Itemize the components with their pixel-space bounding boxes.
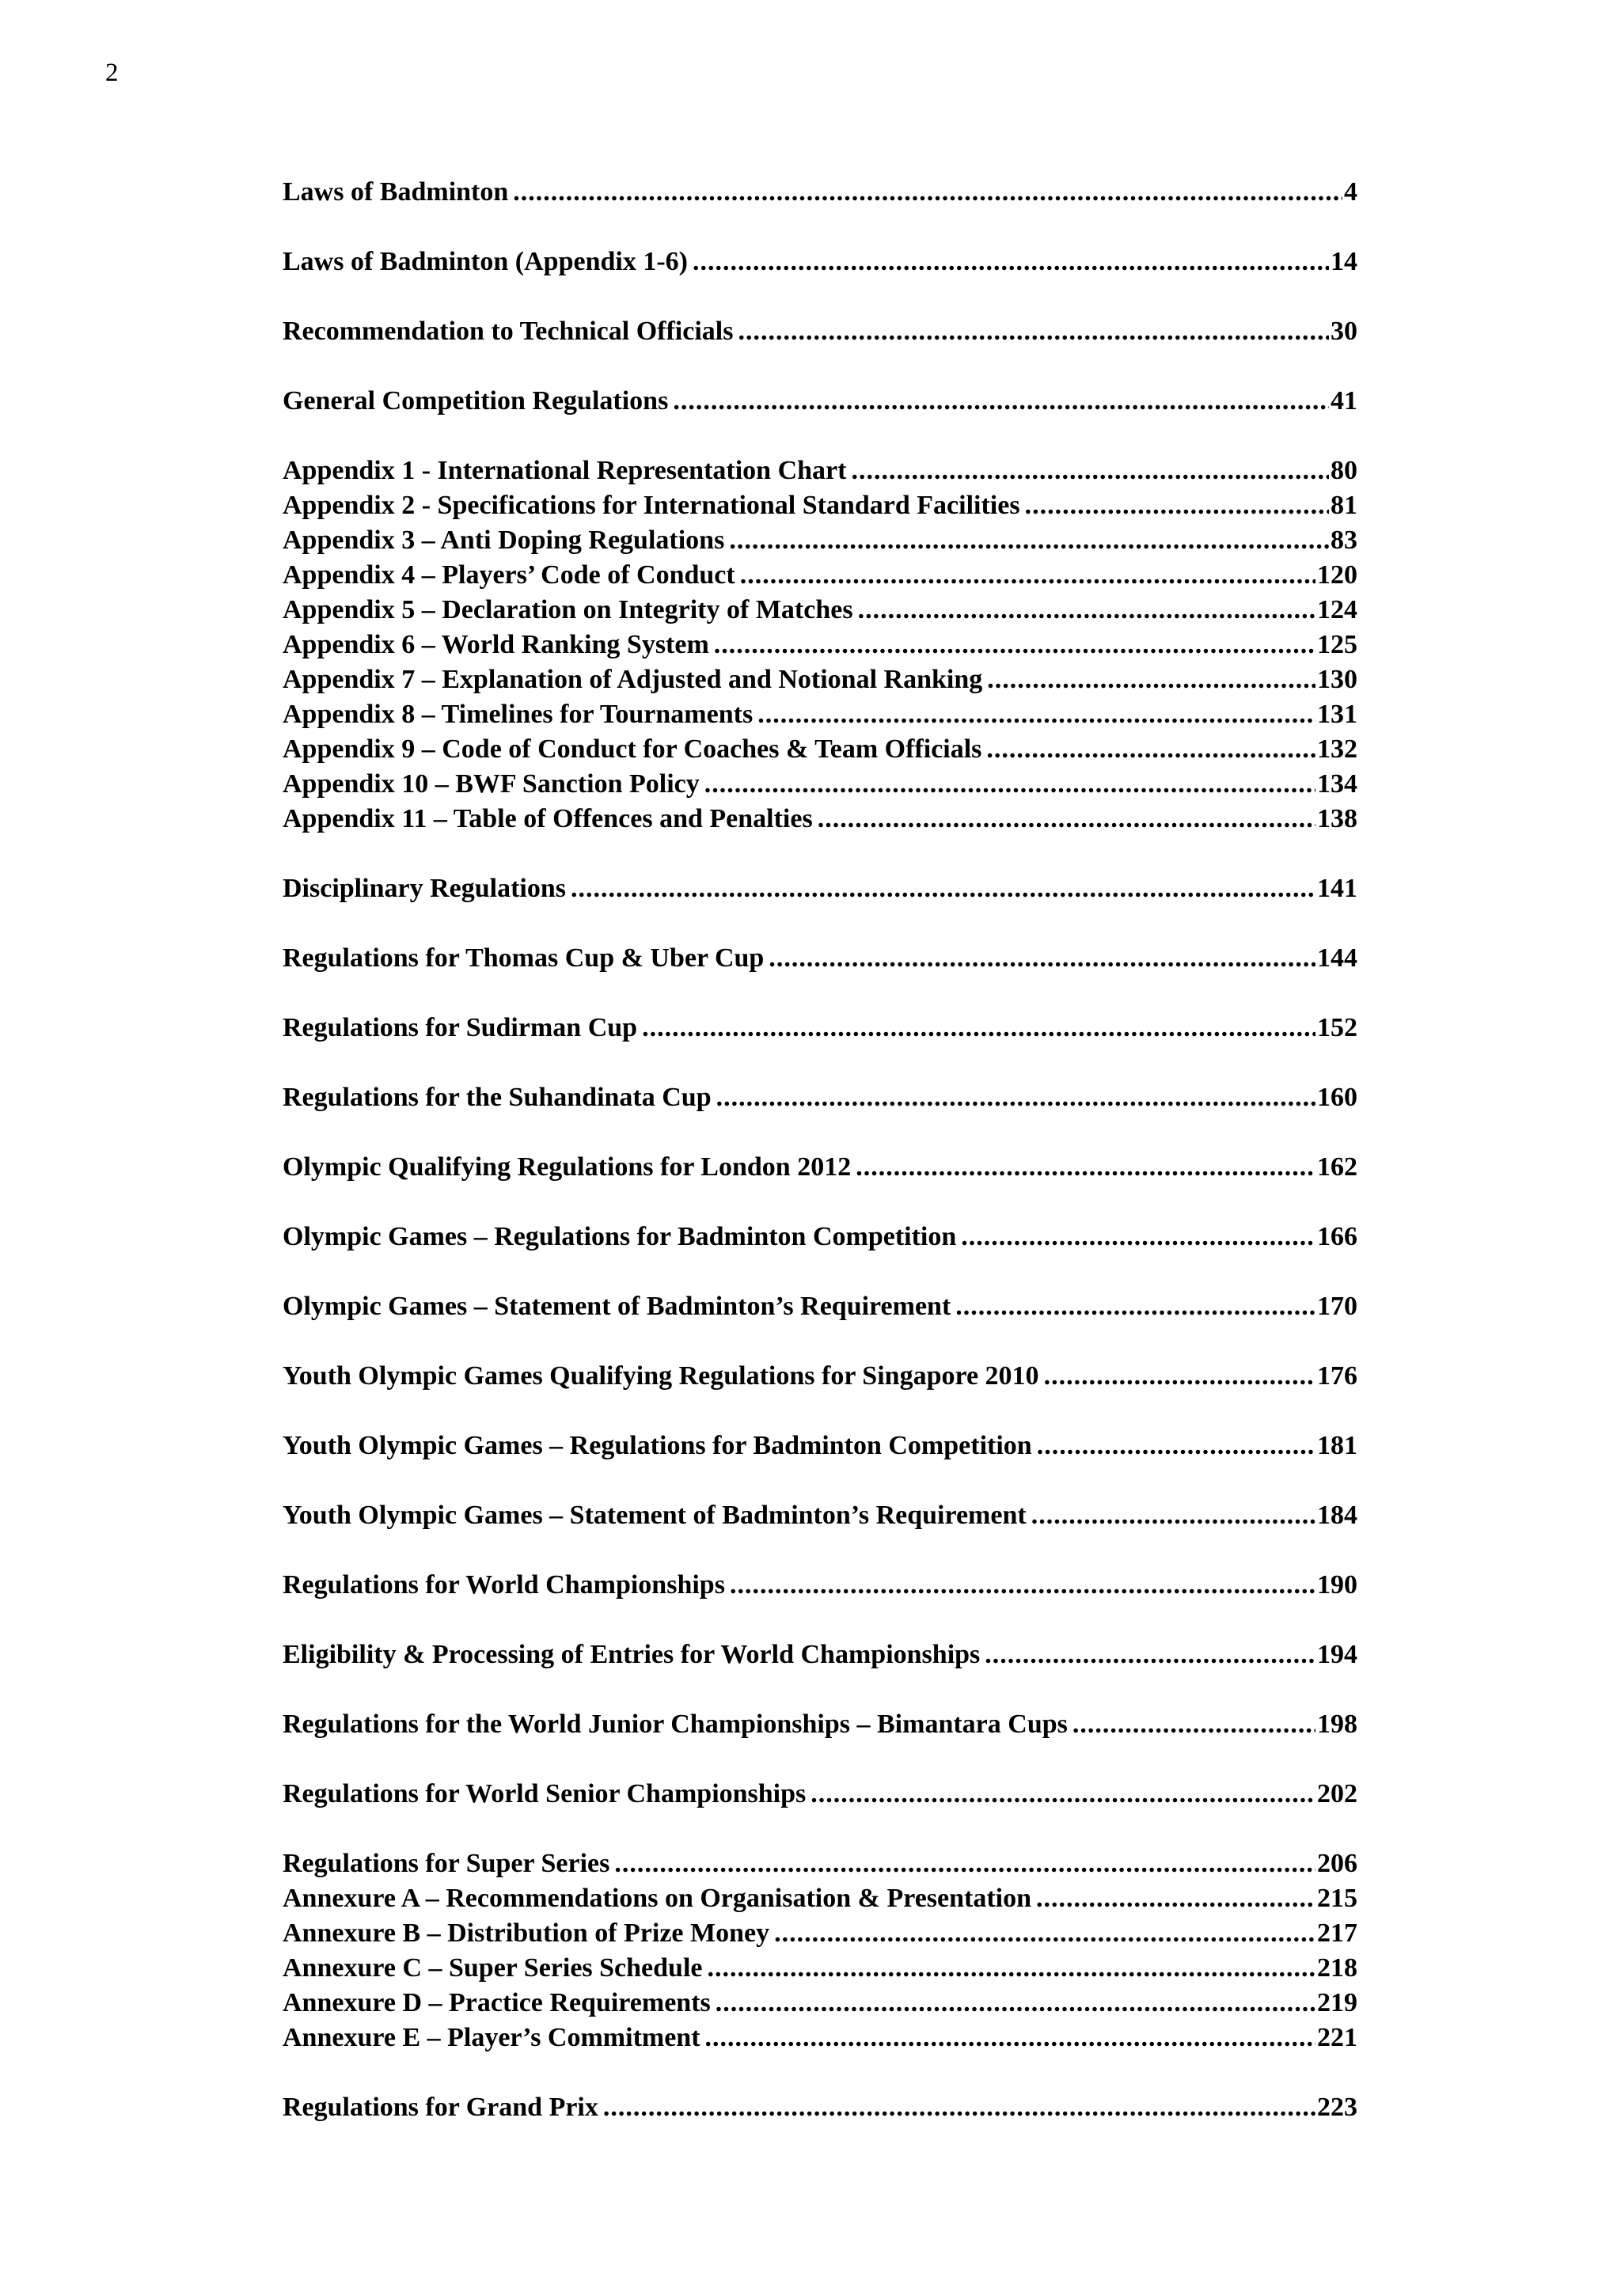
dot-leader: [730, 1570, 1315, 1600]
toc-entry-page-number: 131: [1317, 700, 1357, 729]
toc-entry[interactable]: [283, 317, 1357, 351]
toc-entry[interactable]: [283, 1431, 1357, 1466]
toc-entry-page-number: 125: [1317, 630, 1357, 659]
toc-entry[interactable]: [283, 804, 1357, 839]
toc-entry-page-number: 30: [1331, 317, 1357, 346]
toc-entry[interactable]: [283, 1988, 1357, 2023]
dot-leader: [818, 804, 1315, 834]
toc-entry-title: Eligibility & Processing of Entries for World Championships: [283, 1640, 981, 1669]
toc-entry-page-number: 215: [1317, 1884, 1357, 1913]
toc-entry-title: Regulations for Sudirman Cup: [283, 1013, 638, 1042]
toc-group: [283, 1292, 1357, 1326]
toc-entry[interactable]: [283, 1152, 1357, 1187]
toc-entry-title: Regulations for the Suhandinata Cup: [283, 1083, 712, 1112]
toc-entry-title: Youth Olympic Games – Regulations for Badminton Competition: [283, 1431, 1032, 1460]
dot-leader: [851, 456, 1329, 486]
toc-entry[interactable]: [283, 1361, 1357, 1396]
toc-entry-title: Recommendation to Technical Officials: [283, 317, 734, 346]
toc-entry-title: Olympic Games – Regulations for Badminton Competition: [283, 1222, 957, 1251]
dot-leader: [1044, 1361, 1315, 1391]
toc-entry-title: Appendix 10 – BWF Sanction Policy: [283, 769, 700, 799]
toc-entry-page-number: 138: [1317, 804, 1357, 833]
toc-entry[interactable]: [283, 2023, 1357, 2058]
toc-group: [283, 943, 1357, 978]
toc-entry-title: Laws of Badminton (Appendix 1-6): [283, 247, 688, 276]
toc-entry-page-number: 170: [1317, 1292, 1357, 1321]
toc-entry-page-number: 130: [1317, 665, 1357, 694]
toc-entry-page-number: 4: [1344, 177, 1357, 207]
toc-entry[interactable]: [283, 491, 1357, 526]
dot-leader: [769, 943, 1315, 973]
dot-leader: [716, 1988, 1315, 2018]
toc-entry[interactable]: [283, 526, 1357, 560]
dot-leader: [1025, 491, 1329, 521]
dot-leader: [729, 526, 1329, 556]
toc-entry-page-number: 124: [1317, 595, 1357, 624]
toc-entry-page-number: 166: [1317, 1222, 1357, 1251]
toc-group: [283, 2093, 1357, 2127]
dot-leader: [856, 1152, 1315, 1182]
toc-entry[interactable]: [283, 734, 1357, 769]
toc-entry-title: Appendix 7 – Explanation of Adjusted and Notional Ranking: [283, 665, 983, 694]
toc-entry-title: Olympic Games – Statement of Badminton’s Requirement: [283, 1292, 951, 1321]
toc-entry-title: Laws of Badminton: [283, 177, 509, 207]
toc-entry[interactable]: [283, 1640, 1357, 1675]
toc-entry-title: Regulations for World Championships: [283, 1570, 725, 1600]
toc-entry[interactable]: [283, 769, 1357, 804]
toc-group: [283, 1779, 1357, 1814]
toc-group: [283, 177, 1357, 212]
toc-group: [283, 1013, 1357, 1048]
toc-entry[interactable]: [283, 595, 1357, 630]
dot-leader: [858, 595, 1315, 625]
dot-leader: [985, 1640, 1315, 1670]
dot-leader: [571, 874, 1315, 904]
toc-entry[interactable]: [283, 386, 1357, 421]
toc-entry[interactable]: [283, 177, 1357, 212]
dot-leader: [704, 769, 1315, 799]
dot-leader: [774, 1918, 1315, 1949]
toc-entry-title: Appendix 9 – Code of Conduct for Coaches & Team Officials: [283, 734, 982, 764]
toc-entry[interactable]: [283, 700, 1357, 734]
toc-entry-title: Appendix 6 – World Ranking System: [283, 630, 709, 659]
toc-entry-page-number: 144: [1317, 943, 1357, 973]
dot-leader: [603, 2093, 1315, 2123]
dot-leader: [614, 1849, 1315, 1879]
toc-entry[interactable]: [283, 456, 1357, 491]
toc-group: [283, 456, 1357, 839]
toc-group: [283, 1640, 1357, 1675]
toc-entry[interactable]: [283, 247, 1357, 282]
toc-entry-page-number: 194: [1317, 1640, 1357, 1669]
toc-entry[interactable]: [283, 1501, 1357, 1535]
toc-entry-page-number: 176: [1317, 1361, 1357, 1391]
toc-entry-title: Appendix 11 – Table of Offences and Penalties: [283, 804, 813, 833]
toc-entry-title: Youth Olympic Games Qualifying Regulations for Singapore 2010: [283, 1361, 1039, 1391]
toc-entry-page-number: 202: [1317, 1779, 1357, 1808]
dot-leader: [738, 317, 1329, 347]
toc-entry[interactable]: [283, 665, 1357, 700]
dot-leader: [673, 386, 1329, 416]
toc-entry-title: Olympic Qualifying Regulations for London 2012: [283, 1152, 852, 1182]
toc-entry-title: Appendix 2 - Specifications for International Standard Facilities: [283, 491, 1020, 520]
dot-leader: [1031, 1501, 1315, 1531]
toc-group: [283, 1501, 1357, 1535]
dot-leader: [513, 177, 1342, 207]
toc-entry[interactable]: [283, 1710, 1357, 1744]
dot-leader: [955, 1292, 1315, 1322]
toc-entry-page-number: 80: [1331, 456, 1357, 485]
dot-leader: [740, 560, 1315, 590]
dot-leader: [987, 665, 1315, 695]
toc-entry[interactable]: [283, 1570, 1357, 1605]
toc-entry-page-number: 141: [1317, 874, 1357, 903]
dot-leader: [716, 1083, 1315, 1113]
dot-leader: [1037, 1431, 1315, 1461]
toc-entry[interactable]: [283, 943, 1357, 978]
toc-entry-page-number: 223: [1317, 2093, 1357, 2122]
toc-group: [283, 1152, 1357, 1187]
toc-group: [283, 1222, 1357, 1257]
toc-group: [283, 1083, 1357, 1118]
toc-entry-title: Regulations for World Senior Championships: [283, 1779, 807, 1808]
toc-entry[interactable]: [283, 1884, 1357, 1918]
toc-entry-title: Youth Olympic Games – Statement of Badminton’s Requirement: [283, 1501, 1027, 1530]
table-of-contents: [283, 177, 1357, 2162]
page-number: 2: [105, 59, 119, 87]
toc-entry-page-number: 221: [1317, 2023, 1357, 2052]
toc-entry[interactable]: [283, 1849, 1357, 1884]
toc-group: [283, 386, 1357, 421]
toc-entry-page-number: 184: [1317, 1501, 1357, 1530]
toc-entry-page-number: 81: [1331, 491, 1357, 520]
toc-entry-title: Appendix 5 – Declaration on Integrity of Matches: [283, 595, 853, 624]
dot-leader: [1072, 1710, 1315, 1740]
dot-leader: [642, 1013, 1315, 1043]
toc-group: [283, 317, 1357, 351]
toc-entry[interactable]: [283, 1013, 1357, 1048]
dot-leader: [757, 700, 1315, 730]
toc-entry[interactable]: [283, 1222, 1357, 1257]
toc-entry-page-number: 14: [1331, 247, 1357, 276]
toc-entry-page-number: 218: [1317, 1953, 1357, 1983]
toc-entry-page-number: 120: [1317, 560, 1357, 590]
toc-entry-page-number: 198: [1317, 1710, 1357, 1739]
toc-group: [283, 874, 1357, 909]
toc-entry-page-number: 132: [1317, 734, 1357, 764]
toc-entry[interactable]: [283, 560, 1357, 595]
dot-leader: [961, 1222, 1315, 1252]
toc-entry[interactable]: [283, 1918, 1357, 1953]
toc-entry-title: General Competition Regulations: [283, 386, 669, 416]
dot-leader: [986, 734, 1315, 765]
toc-entry-page-number: 152: [1317, 1013, 1357, 1042]
toc-entry[interactable]: [283, 1779, 1357, 1814]
toc-group: [283, 1361, 1357, 1396]
toc-entry-title: Regulations for the World Junior Championships – Bimantara Cups: [283, 1710, 1068, 1739]
toc-entry-page-number: 206: [1317, 1849, 1357, 1878]
toc-group: [283, 1570, 1357, 1605]
toc-entry-page-number: 134: [1317, 769, 1357, 799]
toc-entry-page-number: 219: [1317, 1988, 1357, 2017]
toc-entry[interactable]: [283, 2093, 1357, 2127]
dot-leader: [708, 1953, 1315, 1983]
dot-leader: [714, 630, 1315, 660]
toc-entry-page-number: 190: [1317, 1570, 1357, 1600]
toc-group: [283, 1849, 1357, 2058]
toc-entry[interactable]: [283, 1292, 1357, 1326]
toc-entry-page-number: 217: [1317, 1918, 1357, 1948]
toc-entry-title: Regulations for Thomas Cup & Uber Cup: [283, 943, 765, 973]
dot-leader: [705, 2023, 1315, 2053]
toc-entry[interactable]: [283, 1083, 1357, 1118]
toc-entry-title: Annexure C – Super Series Schedule: [283, 1953, 703, 1983]
toc-group: [283, 247, 1357, 282]
toc-entry[interactable]: [283, 874, 1357, 909]
toc-entry-title: Disciplinary Regulations: [283, 874, 566, 903]
toc-entry-page-number: 181: [1317, 1431, 1357, 1460]
toc-entry[interactable]: [283, 630, 1357, 665]
toc-group: [283, 1431, 1357, 1466]
toc-entry-title: Annexure A – Recommendations on Organisation & Presentation: [283, 1884, 1032, 1913]
toc-entry-page-number: 160: [1317, 1083, 1357, 1112]
toc-entry-title: Appendix 8 – Timelines for Tournaments: [283, 700, 754, 729]
toc-entry-title: Appendix 3 – Anti Doping Regulations: [283, 526, 725, 555]
toc-entry[interactable]: [283, 1953, 1357, 1988]
toc-group: [283, 1710, 1357, 1744]
toc-entry-title: Annexure E – Player’s Commitment: [283, 2023, 700, 2052]
toc-entry-page-number: 83: [1331, 526, 1357, 555]
dot-leader: [810, 1779, 1315, 1809]
dot-leader: [693, 247, 1329, 277]
toc-entry-title: Annexure D – Practice Requirements: [283, 1988, 711, 2017]
toc-entry-title: Appendix 1 - International Representation Chart: [283, 456, 847, 485]
toc-entry-title: Regulations for Super Series: [283, 1849, 610, 1878]
toc-entry-page-number: 41: [1331, 386, 1357, 416]
toc-entry-title: Annexure B – Distribution of Prize Money: [283, 1918, 770, 1948]
toc-entry-title: Regulations for Grand Prix: [283, 2093, 598, 2122]
dot-leader: [1036, 1884, 1315, 1914]
toc-entry-title: Appendix 4 – Players’ Code of Conduct: [283, 560, 735, 590]
toc-entry-page-number: 162: [1317, 1152, 1357, 1182]
